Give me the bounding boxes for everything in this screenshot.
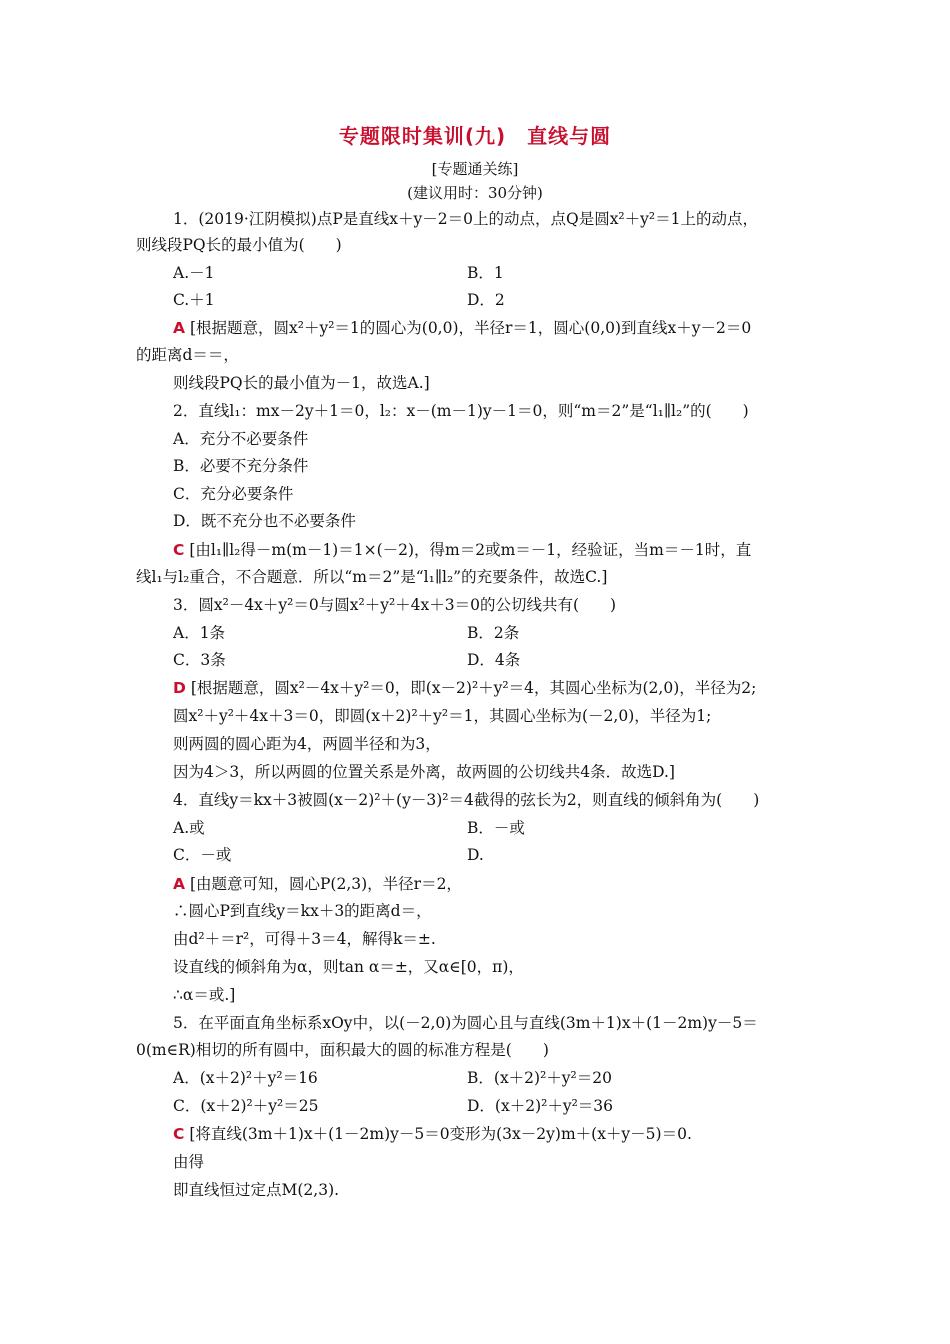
q1-stem-line-2: 则线段PQ长的最小值为( ) [136, 236, 342, 254]
q5-option-c: C．(x＋2)²＋y²＝25 [173, 1097, 319, 1115]
q3-option-a: A．1条 [173, 624, 226, 642]
q1-solution-line-2: 的距离d＝＝， [136, 346, 239, 364]
q5-option-b: B．(x＋2)²＋y²＝20 [467, 1069, 612, 1087]
q3-solution-line-1 [173, 678, 756, 698]
q1-option-b: B．1 [467, 264, 504, 282]
q5-solution-line-1 [173, 1124, 692, 1144]
q3-stem: 3．圆x²－4x＋y²＝0与圆x²＋y²＋4x＋3＝0的公切线共有( ) [173, 596, 617, 614]
time-note: (建议用时：30分钟) [407, 184, 543, 202]
q2-solution-text: [由l₁∥l₂得－m(m－1)＝1×(－2)，得m＝2或m＝－1，经验证，当m＝－1时，直 [189, 541, 752, 559]
q1-option-a: A.－1 [173, 264, 215, 282]
q3-option-d: D．4条 [467, 651, 521, 669]
q2-stem: 2．直线l₁：mx－2y＋1＝0，l₂：x－(m－1)y－1＝0，则“m＝2”是“l₁∥l₂”的( ) [173, 402, 749, 420]
q1-solution-text: [根据题意，圆x²＋y²＝1的圆心为(0,0)，半径r＝1，圆心(0,0)到直线x＋y－2＝0 [189, 319, 752, 337]
q2-answer-letter: C [173, 541, 185, 559]
q3-solution-line-3: 则两圆的圆心距为4，两圆半径和为3， [173, 735, 441, 753]
q3-option-b: B．2条 [467, 624, 520, 642]
q4-solution-line-1 [173, 874, 462, 894]
q4-solution-line-4: 设直线的倾斜角为α，则tan α＝±，又α∈[0，π)， [173, 958, 524, 976]
q3-solution-line-4: 因为4＞3，所以两圆的位置关系是外离，故两圆的公切线共4条．故选D.] [173, 763, 675, 781]
q4-solution-line-3: 由d²＋＝r²，可得＋3＝4，解得k＝±. [173, 930, 436, 948]
q4-solution-line-5: ∴α＝或.] [173, 986, 236, 1004]
q5-stem-line-2: 0(m∈R)相切的所有圆中，面积最大的圆的标准方程是( ) [136, 1041, 549, 1059]
q1-solution-line-1 [173, 318, 751, 338]
q1-option-c: C.＋1 [173, 291, 215, 309]
q4-option-a: A.或 [173, 819, 205, 837]
q2-option-b: B．必要不充分条件 [173, 457, 309, 475]
q3-solution-line-2: 圆x²＋y²＋4x＋3＝0，即圆(x＋2)²＋y²＝1，其圆心坐标为(－2,0)，半径为1; [173, 707, 712, 725]
q2-option-c: C．充分必要条件 [173, 485, 294, 503]
q4-option-c: C．－或 [173, 846, 232, 864]
page-title: 专题限时集训(九) 直线与圆 [338, 124, 612, 148]
q5-solution-line-3: 即直线恒过定点M(2,3). [173, 1181, 340, 1199]
q1-solution-line-3: 则线段PQ长的最小值为－1，故选A.] [173, 374, 430, 392]
q5-solution-text: [将直线(3m＋1)x＋(1－2m)y－5＝0变形为(3x－2y)m＋(x＋y－5)＝0. [189, 1125, 692, 1143]
q3-answer-letter: D [173, 679, 186, 697]
q2-option-d: D．既不充分也不必要条件 [173, 512, 356, 530]
q4-solution-text: [由题意可知，圆心P(2,3)，半径r＝2， [189, 875, 462, 893]
q1-stem-line-1: 1．(2019·江阴模拟)点P是直线x＋y－2＝0上的动点，点Q是圆x²＋y²＝1上的动点， [173, 210, 758, 228]
q4-answer-letter: A [173, 875, 185, 893]
q3-option-c: C．3条 [173, 651, 226, 669]
q4-solution-line-2: ∴圆心P到直线y＝kx＋3的距离d＝， [173, 902, 432, 920]
q4-option-d: D. [467, 846, 484, 864]
q2-solution-line-2: 线l₁与l₂重合，不合题意．所以“m＝2”是“l₁∥l₂”的充要条件，故选C.] [136, 568, 608, 586]
q5-answer-letter: C [173, 1125, 185, 1143]
q5-stem-line-1: 5．在平面直角坐标系xOy中，以(－2,0)为圆心且与直线(3m＋1)x＋(1－2m)y－5＝ [173, 1014, 758, 1032]
section-label: [专题通关练] [431, 160, 519, 178]
q2-option-a: A．充分不必要条件 [173, 430, 309, 448]
q1-answer-letter: A [173, 319, 185, 337]
q5-solution-line-2: 由得 [173, 1153, 205, 1171]
q4-stem: 4．直线y＝kx＋3被圆(x－2)²＋(y－3)²＝4截得的弦长为2，则直线的倾斜角为( ) [173, 791, 760, 809]
q5-option-d: D．(x＋2)²＋y²＝36 [467, 1097, 614, 1115]
q2-solution-line-1 [173, 540, 751, 560]
q4-option-b: B．－或 [467, 819, 525, 837]
q5-option-a: A．(x＋2)²＋y²＝16 [173, 1069, 318, 1087]
q1-option-d: D．2 [467, 291, 505, 309]
q3-solution-text: [根据题意，圆x²－4x＋y²＝0，即(x－2)²＋y²＝4，其圆心坐标为(2,0)，半径为2; [190, 679, 757, 697]
